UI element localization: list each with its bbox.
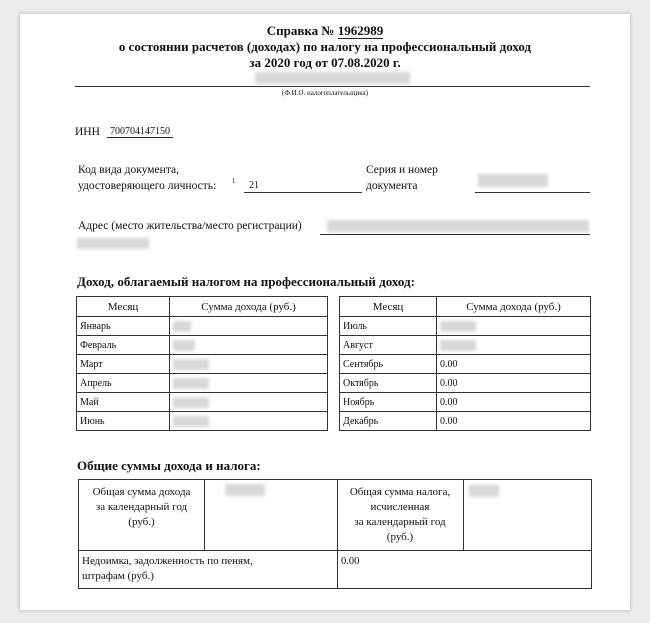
doc-series-label-1: Серия и номер: [366, 164, 438, 176]
col-sum-header: Сумма дохода (руб.): [170, 297, 328, 317]
month-cell: Июль: [340, 317, 437, 336]
redacted-sum: [173, 378, 209, 389]
totals-section-title: Общие суммы дохода и налога:: [77, 458, 261, 473]
table-row: [340, 393, 591, 412]
month-cell: Июнь: [77, 412, 170, 431]
month-cell: Сентябрь: [340, 355, 437, 374]
sum-cell: [170, 355, 328, 374]
redacted-total-tax: [469, 485, 499, 497]
footnote-mark: 1: [232, 177, 236, 185]
sum-cell: 0.00: [437, 374, 591, 393]
month-cell: Май: [77, 393, 170, 412]
redacted-sum: [173, 397, 209, 408]
col-month-header: Месяц: [340, 297, 437, 317]
redacted-total-income: [225, 484, 265, 496]
certificate-page: [20, 14, 630, 610]
redacted-address-1: [327, 220, 589, 232]
sum-cell: 0.00: [437, 355, 591, 374]
debt-label-line: Недоимка, задолженность по пеням,: [82, 555, 253, 567]
month-cell: Ноябрь: [340, 393, 437, 412]
table-header-row: [340, 297, 591, 317]
month-cell: Август: [340, 336, 437, 355]
debt-label: [82, 554, 332, 584]
doc-code-underline: [244, 192, 362, 193]
sum-cell: [437, 336, 591, 355]
sum-cell: [170, 317, 328, 336]
income-section-title: Доход, облагаемый налогом на профессиональный доход:: [77, 274, 415, 289]
redacted-sum: [173, 416, 209, 427]
total-income-label-line: (руб.): [128, 516, 155, 528]
totals-col-divider-3: [463, 480, 464, 550]
totals-col-divider-1: [204, 480, 205, 550]
col-month-header: Месяц: [77, 297, 170, 317]
fio-underline: [75, 86, 590, 87]
table-row: [340, 355, 591, 374]
sum-cell: 0.00: [437, 412, 591, 431]
month-cell: Январь: [77, 317, 170, 336]
col-sum-header: Сумма дохода (руб.): [437, 297, 591, 317]
month-cell: Март: [77, 355, 170, 374]
debt-value: 0.00: [341, 556, 360, 567]
total-income-label-line: за календарный год: [95, 501, 188, 513]
total-tax-label-line: за календарный год: [354, 516, 446, 528]
doc-code-label-1: Код вида документа,: [78, 164, 179, 176]
table-row: [77, 317, 328, 336]
sum-cell: [170, 336, 328, 355]
table-row: [77, 412, 328, 431]
table-row: [77, 393, 328, 412]
table-row: [340, 317, 591, 336]
table-row: [77, 355, 328, 374]
sum-cell: [170, 374, 328, 393]
certificate-title: [20, 23, 630, 39]
redacted-sum: [440, 321, 476, 332]
debt-label-line: штрафам (руб.): [82, 570, 154, 582]
total-income-label: [79, 485, 204, 530]
fio-caption: (Ф.И.О. налогоплательщика): [282, 89, 368, 97]
total-tax-label-line: (руб.): [386, 531, 414, 543]
certificate-number: 1962989: [337, 23, 384, 38]
redacted-sum: [173, 340, 195, 351]
doc-code-label-2: удостоверяющего личность:: [78, 180, 217, 192]
totals-row-divider: [79, 550, 591, 551]
month-cell: Декабрь: [340, 412, 437, 431]
total-income-label-line: Общая сумма дохода: [92, 486, 191, 498]
inn-label: ИНН: [75, 126, 100, 138]
redacted-sum: [173, 359, 209, 370]
month-cell: Октябрь: [340, 374, 437, 393]
table-row: [77, 336, 328, 355]
totals-table: [78, 479, 592, 589]
sum-cell: [170, 412, 328, 431]
doc-series-label-2: документа: [366, 180, 418, 192]
redacted-address-2: [77, 238, 149, 249]
table-row: [340, 374, 591, 393]
doc-code-value: 21: [249, 180, 259, 191]
sum-cell: [170, 393, 328, 412]
table-row: [77, 374, 328, 393]
table-row: [340, 412, 591, 431]
income-table-left: [76, 296, 328, 431]
total-tax-label-line: исчисленная: [370, 501, 430, 513]
month-cell: Февраль: [77, 336, 170, 355]
inn-value: 700704147150: [107, 126, 173, 138]
redacted-sum: [440, 340, 476, 351]
table-row: [340, 336, 591, 355]
redacted-sum: [173, 321, 191, 332]
doc-series-underline: [475, 192, 590, 193]
redacted-fio: [255, 72, 410, 84]
title-prefix: Справка №: [266, 23, 335, 38]
total-tax-label: [337, 485, 463, 545]
address-underline: [320, 234, 590, 235]
title-line-3: за 2020 год от 07.08.2020 г.: [249, 55, 401, 70]
total-tax-label-line: Общая сумма налога,: [349, 486, 451, 498]
table-header-row: [77, 297, 328, 317]
title-line-2: о состоянии расчетов (доходах) по налогу на профессиональный доход: [118, 39, 532, 54]
redacted-doc-number: [478, 174, 548, 187]
sum-cell: 0.00: [437, 393, 591, 412]
income-table-right: [339, 296, 591, 431]
sum-cell: [437, 317, 591, 336]
month-cell: Апрель: [77, 374, 170, 393]
address-label: Адрес (место жительства/место регистрации): [78, 220, 302, 232]
